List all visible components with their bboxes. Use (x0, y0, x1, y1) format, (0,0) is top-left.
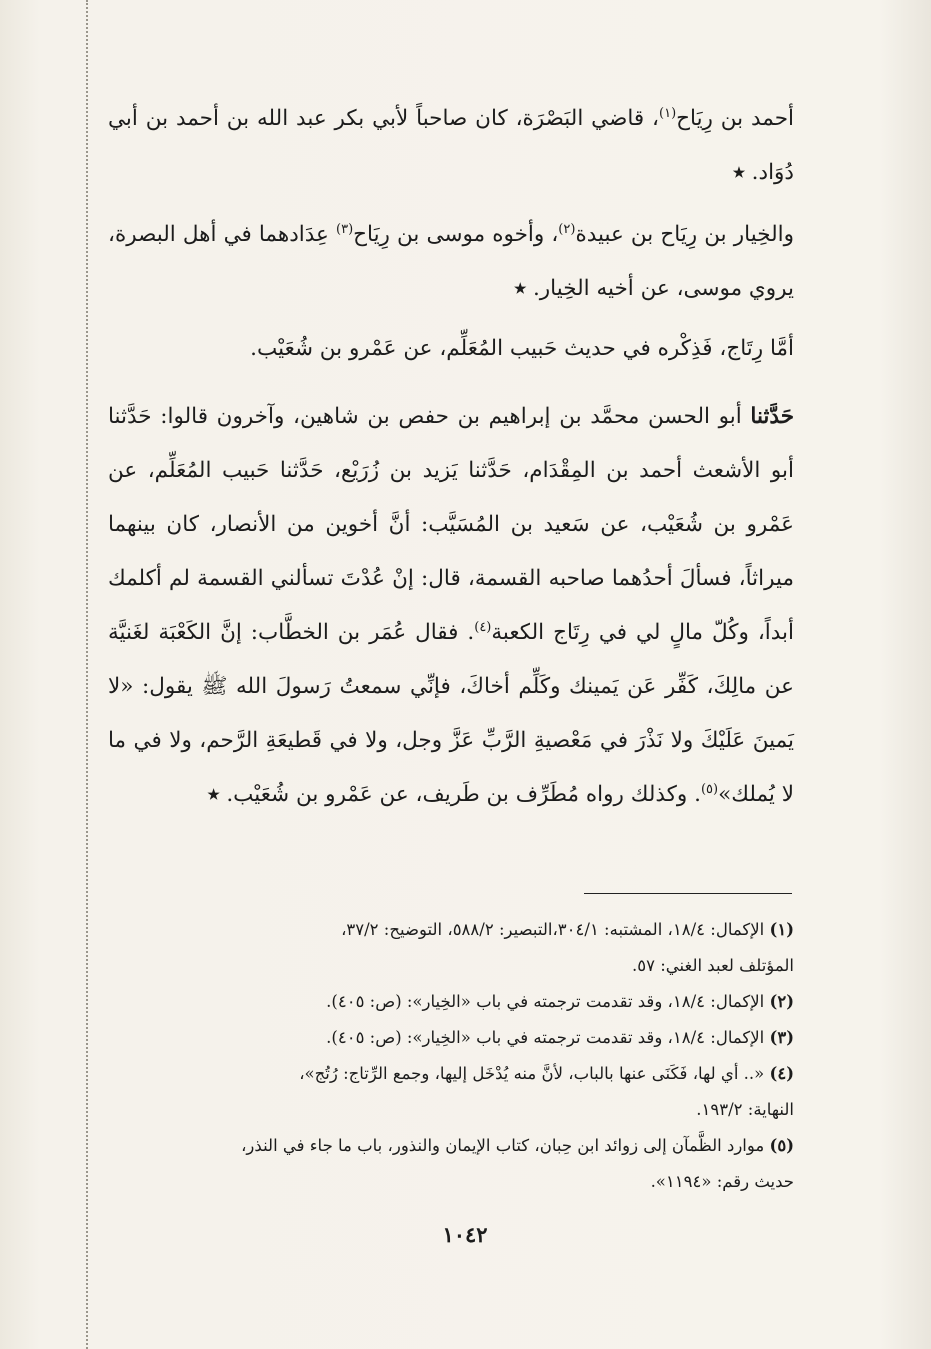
hadith-paragraph (108, 390, 794, 822)
footnote-ref: (٢) (558, 221, 576, 237)
footnote-number: (٤) (769, 1064, 794, 1083)
binding-gutter (86, 0, 88, 1349)
footnotes (108, 912, 794, 1200)
footnote-2 (108, 984, 794, 1020)
footnote-text: المؤتلف لعبد الغني: ٥٧. (631, 956, 794, 975)
entry-ritaj (108, 322, 794, 376)
footnote-3 (108, 1020, 794, 1056)
main-text (108, 92, 794, 832)
footnote-1-continued (108, 948, 794, 984)
entry-ahmad-bin-riyah (108, 92, 794, 200)
star-marker: ٭ (733, 160, 745, 185)
hadith-text: . وكذلك رواه مُطَرِّف بن طَريف، عن عَمْرو بن شُعَيْب. (226, 782, 701, 807)
entry-text: ، قاضي البَصْرَة، كان صاحباً لأبي بكر عبد الله بن أحمد بن أبي دُوَاد. (108, 106, 794, 185)
footnote-text: «.. أي لها، فَكَنَى عنها بالباب، لأنَّ منه يُدْخَل إليها، وجمع الرِّتاج: رُتُج»، (299, 1064, 765, 1083)
footnote-text: النهاية: ١٩٣/٢. (696, 1100, 794, 1119)
footnote-ref: (٤) (474, 619, 492, 635)
footnote-4 (108, 1056, 794, 1092)
entry-al-khiyar (108, 208, 794, 316)
entry-text: ، وأخوه موسى بن رِيَاح (353, 222, 559, 247)
hadith-text: . فقال عُمَر بن الخطَّاب: إنَّ الكَعْبَة لغَنيَّة عن مالِكَ، كَفِّر عَن يَمينك وكَلِّم أخاكَ، فإنِّي سمعتُ رَسولَ الله ﷺ يقول: «لا يَمينَ عَلَيْكَ ولا نَذْرَ في مَعْصيةِ الرَّبِّ عَزَّ وجل، ولا في قَطيعَةِ الرَّحم، ولا في ما لا يُملك» (108, 620, 794, 807)
footnote-number: (٢) (769, 992, 794, 1011)
star-marker: ٭ (514, 276, 527, 301)
hadith-text: أبو الحسن محمَّد بن إبراهيم بن حفص بن شاهين، وآخرون قالوا: حَدَّثنا أبو الأشعث أحمد بن المِقْدَام، حَدَّثنا يَزيد بن زُرَيْع، حَدَّثنا حَبيب المُعَلِّم، عن عَمْرو بن شُعَيْب، عن سَعيد بن المُسَيَّب: أنَّ أخوين من الأنصار، كان بينهما ميراثاً، فسألَ أحدُهما صاحبه القسمة، قال: إنْ عُدْتَ تسألني القسمة لم أكلمك أبداً، وكُلّ مالٍ لي في رِتَاج الكعبة (108, 404, 794, 645)
footnote-4-continued (108, 1092, 794, 1128)
entry-text: أحمد بن رِيَاح (676, 106, 794, 131)
footnote-ref: (٥) (700, 781, 719, 797)
entry-text: والخِيار بن رِيَاح بن عبيدة (575, 222, 794, 247)
entry-text: عِدَادهما في أهل البصرة، يروي موسى، عن أخيه الخِيار. (108, 222, 794, 301)
footnote-5-continued (108, 1164, 794, 1200)
footnote-ref: (٣) (336, 221, 354, 237)
footnote-ref: (١) (659, 105, 677, 121)
entry-text: أمَّا رِتَاج، فَذِكْره في حديث حَبيب المُعَلِّم، عن عَمْرو بن شُعَيْب. (250, 336, 794, 361)
footnote-1 (108, 912, 794, 948)
footnote-text: حديث رقم: «١١٩٤». (650, 1172, 794, 1191)
footnote-number: (٣) (769, 1028, 794, 1047)
footnote-text: الإكمال: ١٨/٤، وقد تقدمت ترجمته في باب «الخِيار»: (ص: ٤٠٥). (326, 992, 765, 1011)
hadith-lead: حَدَّثنا (750, 404, 794, 429)
footnote-5 (108, 1128, 794, 1164)
footnote-text: موارد الظَّمآن إلى زوائد ابن حِبان، كتاب الإيمان والنذور، باب ما جاء في النذر، (241, 1136, 765, 1155)
footnote-text: الإكمال: ١٨/٤، المشتبه: ٣٠٤/١،التبصير: ٥٨٨/٢، التوضيح: ٣٧/٢، (341, 920, 765, 939)
page-number: ١٠٤٢ (442, 1222, 488, 1247)
star-marker: ٭ (207, 782, 220, 807)
footnote-text: الإكمال: ١٨/٤، وقد تقدمت ترجمته في باب «الخِيار»: (ص: ٤٠٥). (326, 1028, 765, 1047)
footnote-number: (٥) (769, 1136, 794, 1155)
footnote-number: (١) (769, 920, 794, 939)
footnote-separator (584, 893, 792, 894)
